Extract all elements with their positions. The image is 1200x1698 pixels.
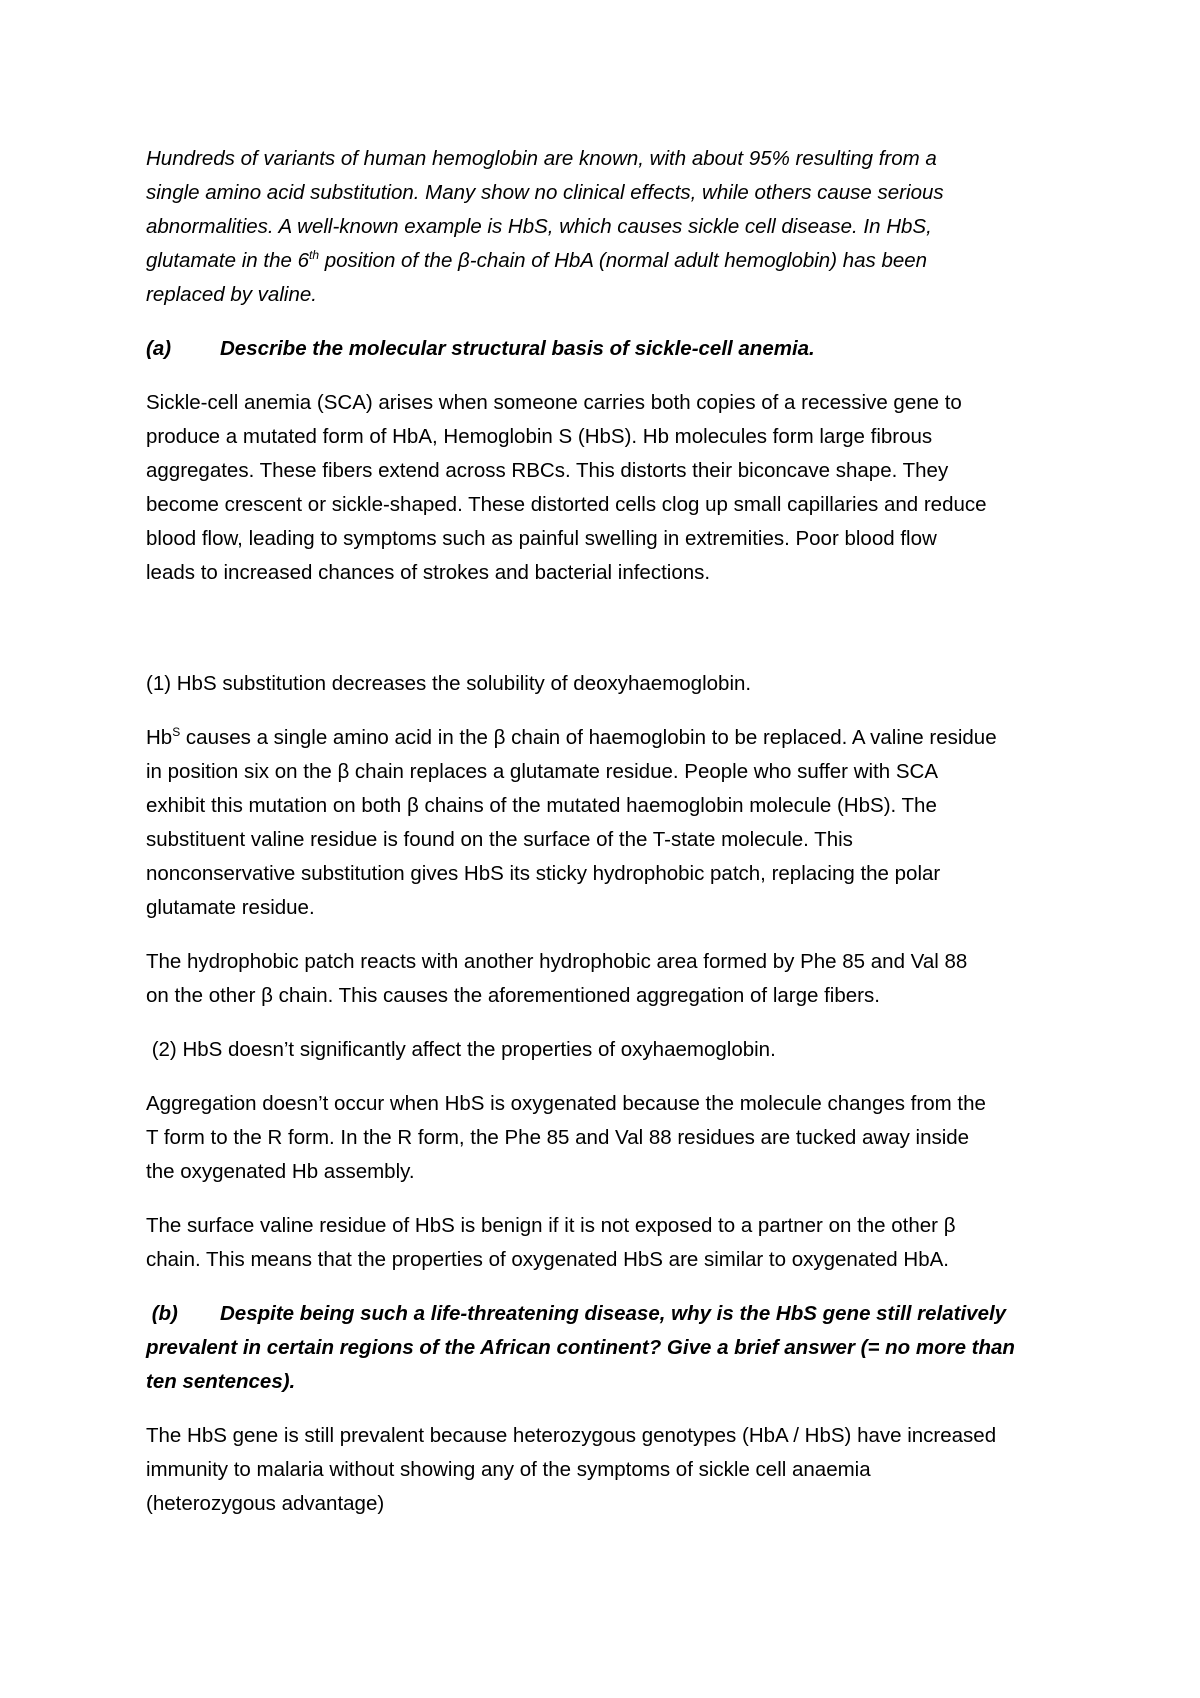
- paragraph-line: become crescent or sickle-shaped. These distorted cells clog up small capillaries and reduce: [146, 493, 987, 516]
- intro-line: single amino acid substitution. Many show no clinical effects, while others cause serious: [146, 181, 944, 204]
- paragraph-line: the oxygenated Hb assembly.: [146, 1160, 415, 1183]
- hb-text: Hb: [146, 726, 173, 749]
- paragraph-line: The hydrophobic patch reacts with another hydrophobic area formed by Phe 85 and Val 88: [146, 950, 968, 973]
- question-a-label: (a): [146, 337, 172, 360]
- paragraph-line: exhibit this mutation on both β chains of the mutated haemoglobin molecule (HbS). The: [146, 794, 937, 817]
- paragraph-line: The HbS gene is still prevalent because heterozygous genotypes (HbA / HbS) have increased: [146, 1424, 997, 1447]
- subheading-1: (1) HbS substitution decreases the solubility of deoxyhaemoglobin.: [146, 672, 752, 695]
- answer-a-paragraph-4: [146, 1087, 1066, 1189]
- paragraph-line: aggregates. These fibers extend across RBCs. This distorts their biconcave shape. They: [146, 459, 949, 482]
- answer-a-paragraph-1: [146, 386, 1066, 590]
- paragraph-line: Aggregation doesn’t occur when HbS is oxygenated because the molecule changes from the: [146, 1092, 986, 1115]
- intro-line: Hundreds of variants of human hemoglobin are known, with about 95% resulting from a: [146, 147, 937, 170]
- question-b-line: prevalent in certain regions of the African continent? Give a brief answer (= no more than: [146, 1336, 1015, 1359]
- intro-line: abnormalities. A well-known example is HbS, which causes sickle cell disease. In HbS,: [146, 215, 932, 238]
- paragraph-line: leads to increased chances of strokes and bacterial infections.: [146, 561, 711, 584]
- answer-b-paragraph: [146, 1419, 1066, 1521]
- paragraph-line: on the other β chain. This causes the aforementioned aggregation of large fibers.: [146, 984, 880, 1007]
- paragraph-line: The surface valine residue of HbS is benign if it is not exposed to a partner on the other β: [146, 1214, 956, 1237]
- intro-text: glutamate in the 6: [146, 249, 309, 272]
- paragraph-text: causes a single amino acid in the β chain of haemoglobin to be replaced. A valine residue: [180, 726, 997, 749]
- intro-text: position of the β-chain of HbA (normal adult hemoglobin) has been: [319, 249, 928, 272]
- paragraph-line: Sickle-cell anemia (SCA) arises when someone carries both copies of a recessive gene to: [146, 391, 962, 414]
- intro-paragraph: [146, 142, 1066, 312]
- answer-a-paragraph-2: [146, 721, 1066, 925]
- question-a-text: Describe the molecular structural basis of sickle-cell anemia.: [220, 337, 815, 360]
- paragraph-line: in position six on the β chain replaces a glutamate residue. People who suffer with SCA: [146, 760, 938, 783]
- paragraph-line: produce a mutated form of HbA, Hemoglobin S (HbS). Hb molecules form large fibrous: [146, 425, 933, 448]
- paragraph-line: substituent valine residue is found on the surface of the T-state molecule. This: [146, 828, 853, 851]
- intro-line: replaced by valine.: [146, 283, 317, 306]
- ordinal-superscript: th: [308, 248, 319, 263]
- answer-a-paragraph-3: [146, 945, 1066, 1013]
- document-page: [146, 142, 1066, 1521]
- question-b-line: ten sentences).: [146, 1370, 296, 1393]
- paragraph-line: nonconservative substitution gives HbS its sticky hydrophobic patch, replacing the polar: [146, 862, 941, 885]
- subheading-2: (2) HbS doesn’t significantly affect the properties of oxyhaemoglobin.: [146, 1038, 776, 1061]
- question-b: [146, 1297, 1066, 1399]
- question-b-line: [146, 1297, 1066, 1331]
- question-b-label: (b): [146, 1302, 178, 1325]
- paragraph-line: glutamate residue.: [146, 896, 315, 919]
- paragraph-line: chain. This means that the properties of oxygenated HbS are similar to oxygenated HbA.: [146, 1248, 949, 1271]
- question-a: [146, 332, 1066, 366]
- paragraph-line: blood flow, leading to symptoms such as painful swelling in extremities. Poor blood flow: [146, 527, 937, 550]
- hb-superscript: S: [172, 725, 181, 740]
- answer-a-paragraph-5: [146, 1209, 1066, 1277]
- paragraph-line: [146, 721, 1066, 755]
- intro-line: [146, 244, 1066, 278]
- paragraph-line: (heterozygous advantage): [146, 1492, 385, 1515]
- paragraph-line: immunity to malaria without showing any of the symptoms of sickle cell anaemia: [146, 1458, 871, 1481]
- question-b-text: Despite being such a life-threatening disease, why is the HbS gene still relatively: [220, 1302, 1007, 1325]
- paragraph-line: T form to the R form. In the R form, the Phe 85 and Val 88 residues are tucked away inside: [146, 1126, 970, 1149]
